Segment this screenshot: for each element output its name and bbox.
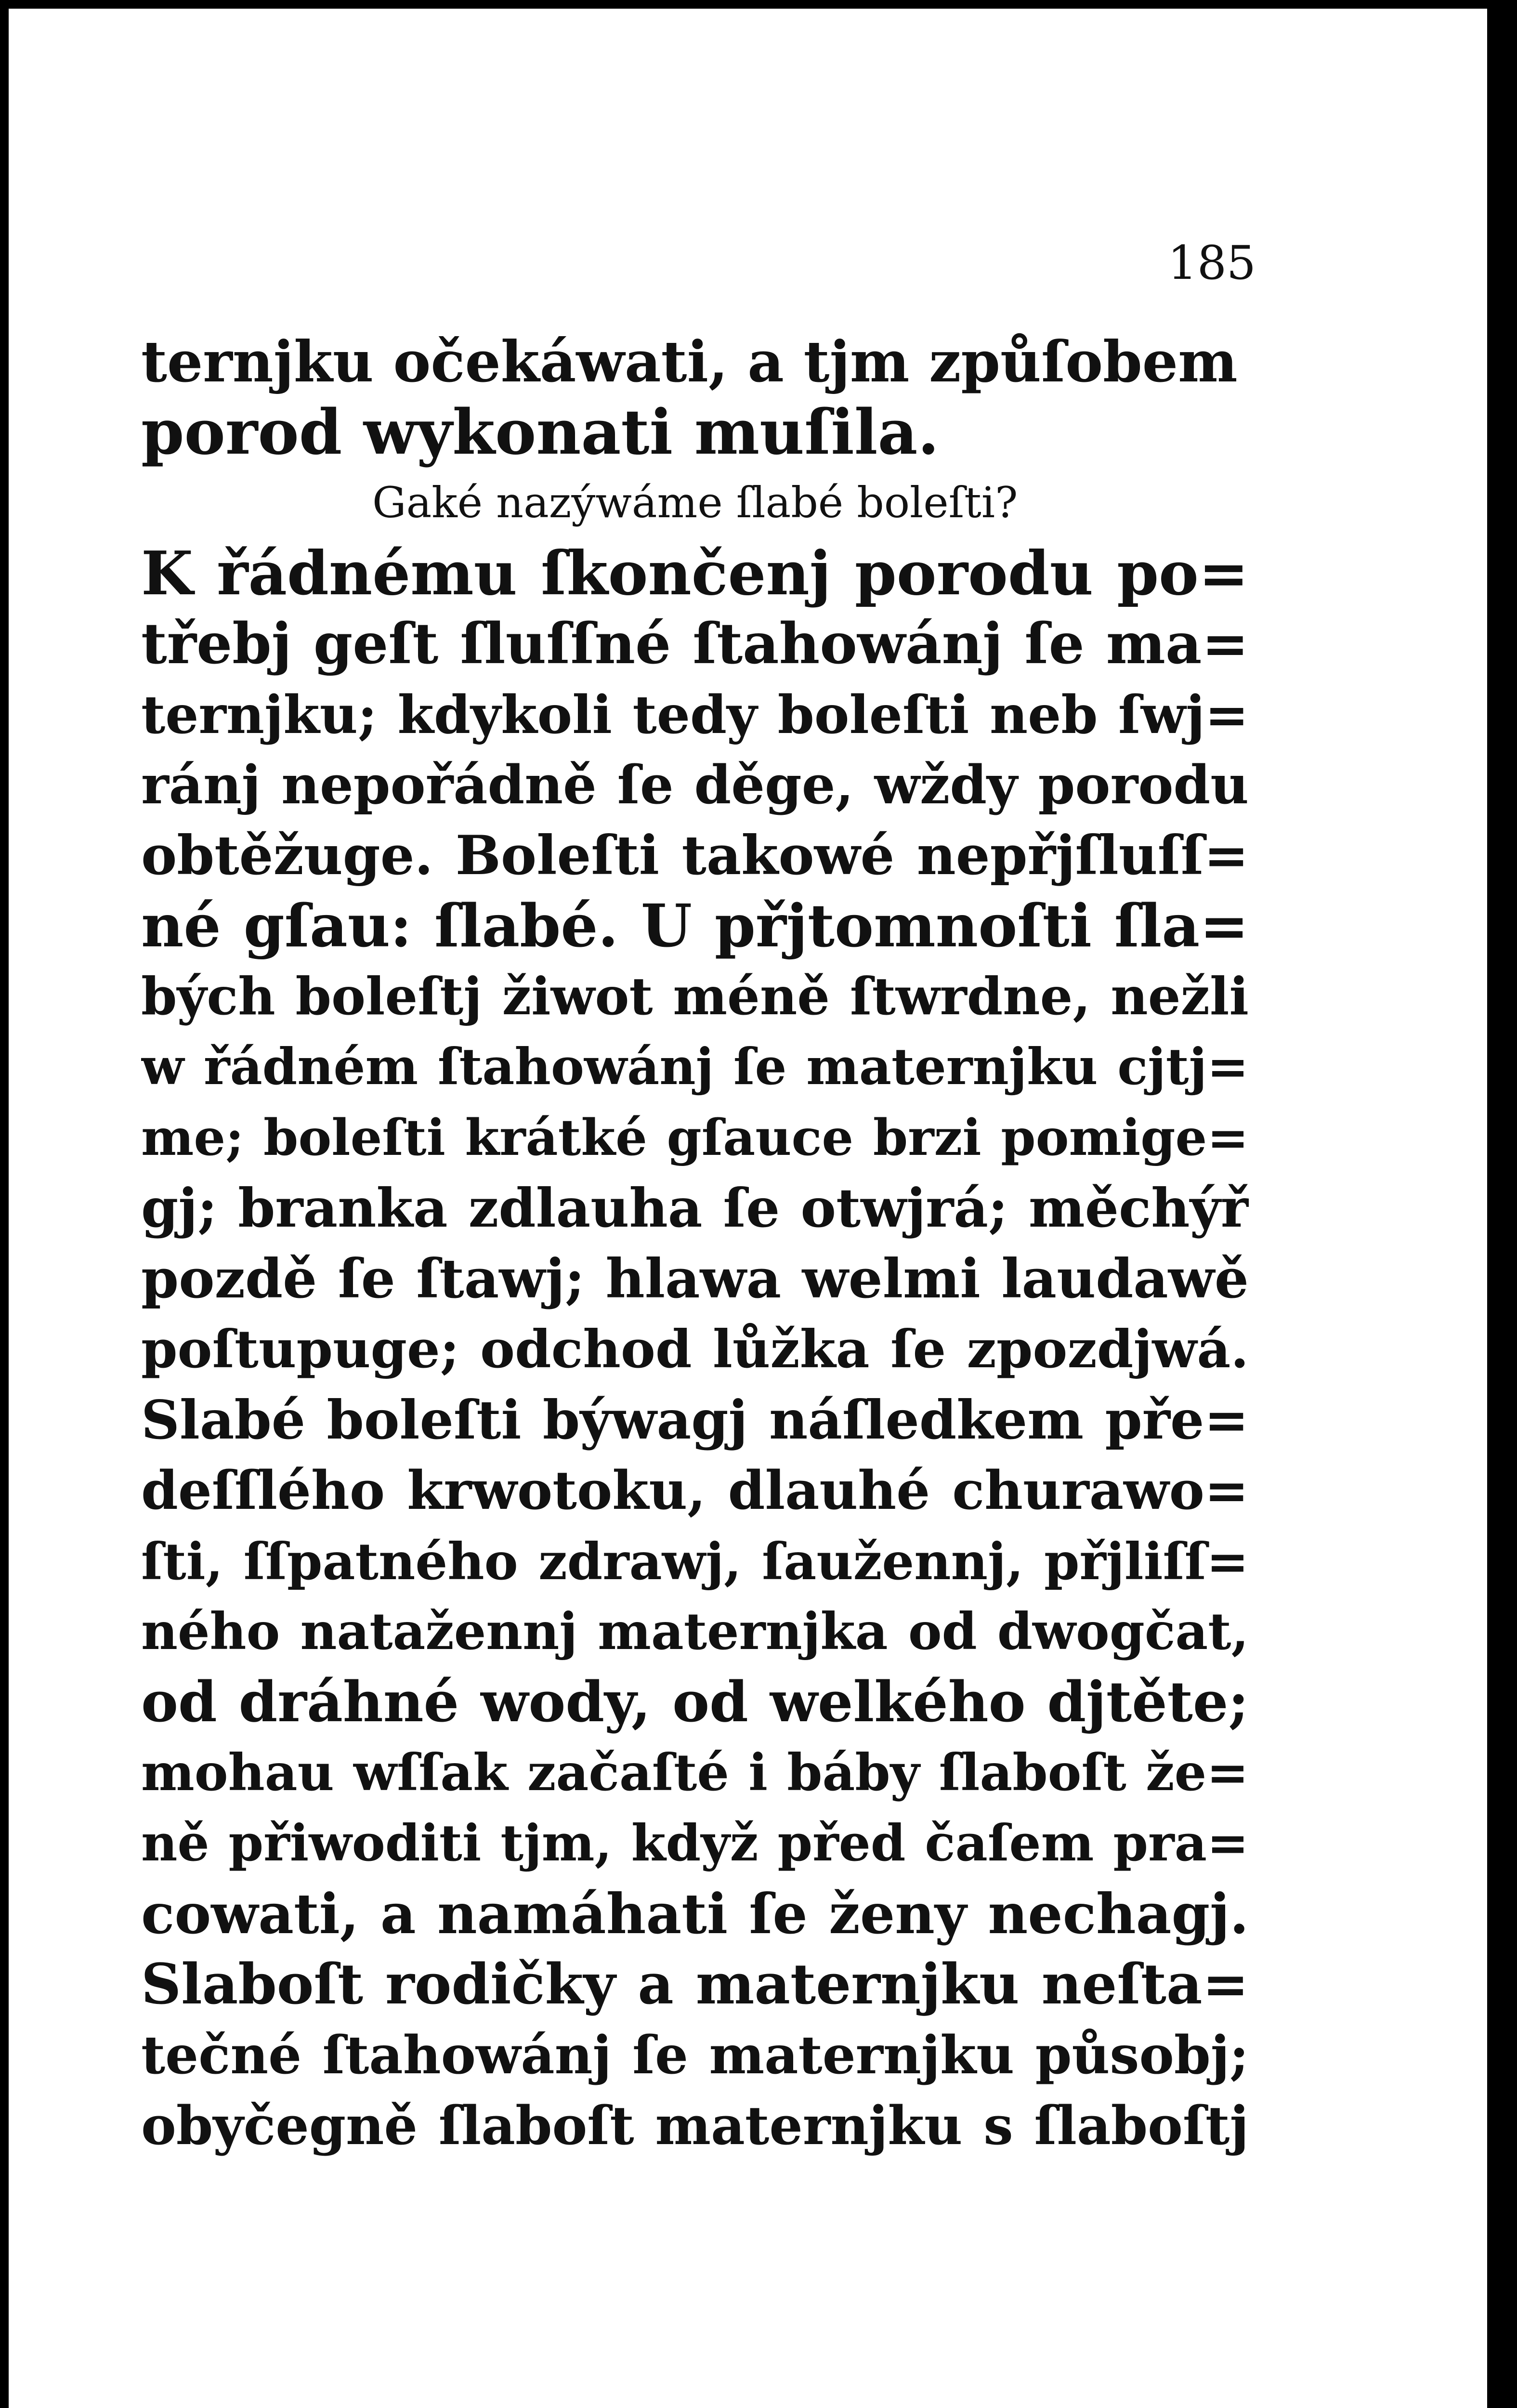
body-text	[141, 327, 1249, 2161]
text-line: obyčegně ſlaboſt maternjku s ſlaboſtj	[141, 2094, 1249, 2157]
text-line: třebj geſt ſluſſné ſtahowánj ſe ma=	[141, 611, 1249, 677]
text-line: deſſlého krwotoku, dlauhé churawo=	[141, 1459, 1249, 1521]
text-line: né gſau: ſlabé. U přjtomnoſti ſla=	[141, 891, 1249, 960]
page-number: 185	[1167, 236, 1256, 290]
text-line: pozdě ſe ſtawj; hlawa welmi laudawě	[141, 1247, 1249, 1310]
text-line: gj; branka zdlauha ſe otwjrá; měchýř	[141, 1177, 1249, 1240]
text-line: obtěžuge. Boleſti takowé nepřjſluſſ=	[141, 824, 1249, 887]
text-line: Slaboſt rodičky a maternjku neſta=	[141, 1951, 1249, 2017]
text-line: ternjku očekáwati, a tjm způſobem	[141, 328, 1238, 395]
text-line: Slabé boleſti býwagj náſledkem pře=	[141, 1388, 1249, 1452]
text-line: ně přiwoditi tjm, když před čaſem pra=	[141, 1814, 1249, 1872]
text-line: ránj nepořádně ſe děge, wždy porodu	[141, 754, 1249, 816]
text-line: porod wykonati muſila.	[141, 397, 939, 468]
text-line: ſti, ſſpatného zdrawj, ſaužennj, přjliſſ=	[141, 1531, 1249, 1591]
text-line: mohau wſſak začaſté i báby ſlaboſt že=	[141, 1743, 1249, 1802]
text-line: od dráhné wody, od welkého djtěte;	[141, 1669, 1249, 1735]
book-page	[9, 9, 1487, 2408]
text-line: K řádnému ſkončenj porodu po=	[141, 538, 1249, 609]
text-line: me; boleſti krátké gſauce brzi pomige=	[141, 1108, 1249, 1167]
text-line: w řádném ſtahowánj ſe maternjku cjtj=	[141, 1038, 1249, 1096]
text-line: bých boleſtj žiwot méně ſtwrdne, nežli	[141, 966, 1249, 1027]
text-line: tečné ſtahowánj ſe maternjku působj;	[141, 2024, 1249, 2086]
text-line: ternjku; kdykoli tedy boleſti neb ſwj=	[141, 683, 1249, 746]
question-heading: Gaké nazýwáme ſlabé boleſti?	[372, 478, 1018, 527]
text-line: cowati, a namáhati ſe ženy nechagj.	[141, 1882, 1249, 1946]
text-line: poſtupuge; odchod lůžka ſe zpozdjwá.	[141, 1319, 1249, 1380]
text-line: ného natažennj maternjka od dwogčat,	[141, 1602, 1249, 1661]
